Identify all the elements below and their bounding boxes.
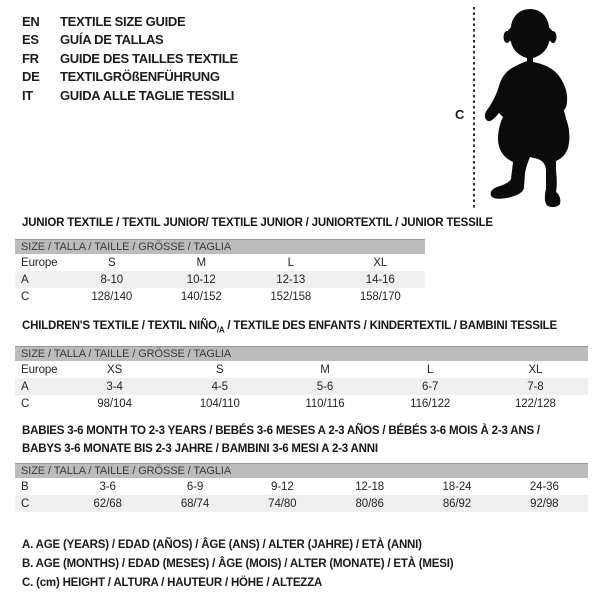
table-row <box>15 478 588 495</box>
babies-size-table <box>15 463 588 512</box>
size-header-bar <box>15 240 425 255</box>
lang-row-it <box>22 86 238 105</box>
row-label: C <box>15 495 64 512</box>
lang-code: DE <box>22 69 40 85</box>
height-measure-label: C <box>455 107 465 122</box>
size-header-bar <box>15 347 588 362</box>
size-cell: 128/140 <box>91 290 133 303</box>
lang-row-de <box>22 68 238 87</box>
table-row <box>15 361 588 378</box>
size-cell: 122/128 <box>514 397 556 410</box>
size-cell: 7-8 <box>483 378 588 395</box>
size-cell: XL <box>373 256 388 269</box>
lang-code: ES <box>22 32 39 48</box>
children-section-title <box>22 320 557 334</box>
size-cell: 140/152 <box>180 290 222 303</box>
size-cell: 18-24 <box>442 480 472 493</box>
size-cell: 92/98 <box>501 495 588 512</box>
height-measure-dotted-line <box>473 7 475 209</box>
size-header-label: SIZE / TALLA / TAILLE / GRÖSSE / TAGLIA <box>15 464 588 479</box>
row-label: Europe <box>21 256 58 269</box>
table-row <box>15 378 588 395</box>
table-row <box>15 495 588 512</box>
lang-code: FR <box>22 50 39 66</box>
babies-title-line2: BABYS 3-6 MONATE BIS 2-3 JAHRE / BAMBINI 3-6 MESI A 2-3 ANNI <box>22 443 378 455</box>
table-row <box>15 288 425 305</box>
size-cell: S <box>107 256 116 269</box>
size-cell: 80/86 <box>326 495 413 512</box>
lang-row-es <box>22 31 238 50</box>
lang-row-fr <box>22 49 238 68</box>
size-cell: 110/116 <box>305 397 345 410</box>
lang-text: TEXTILE SIZE GUIDE <box>60 13 186 29</box>
size-cell: 86/92 <box>413 495 500 512</box>
size-cell: 5-6 <box>272 378 377 395</box>
size-cell: 8-10 <box>67 271 157 288</box>
children-title-sub: /A <box>216 325 225 335</box>
size-cell: 4-5 <box>167 378 272 395</box>
legend-line-c: C. (cm) HEIGHT / ALTURA / HAUTEUR / HÖHE / ALTEZZA <box>22 577 323 589</box>
table-row <box>15 254 425 271</box>
size-cell: XS <box>107 363 123 376</box>
size-cell: 98/104 <box>97 397 132 410</box>
size-cell: L <box>287 256 294 269</box>
size-header-label: SIZE / TALLA / TAILLE / GRÖSSE / TAGLIA <box>15 240 425 255</box>
size-cell: 104/110 <box>199 397 240 410</box>
lang-text: GUIDE DES TAILLES TEXTILE <box>60 50 238 66</box>
legend-line-a: A. AGE (YEARS) / EDAD (AÑOS) / ÂGE (ANS) / ALTER (JAHRE) / ETÀ (ANNI) <box>22 539 422 551</box>
size-cell: 62/68 <box>64 495 151 512</box>
children-title-post: / TEXTILE DES ENFANTS / KINDERTEXTIL / BAMBINI TESSILE <box>224 320 557 332</box>
size-cell: XL <box>528 363 543 376</box>
baby-silhouette-icon <box>482 4 582 214</box>
babies-section-title <box>22 422 540 458</box>
row-label: B <box>21 480 29 493</box>
size-cell: 6-9 <box>186 480 204 493</box>
legend-line-b: B. AGE (MONTHS) / EDAD (MESES) / ÂGE (MOIS) / ALTER (MONATE) / ETÀ (MESI) <box>22 558 454 570</box>
table-row <box>15 395 588 412</box>
size-cell: 9-12 <box>271 480 294 493</box>
row-label: Europe <box>21 363 58 376</box>
size-cell: 116/122 <box>410 397 451 410</box>
size-cell: L <box>427 363 434 376</box>
lang-row-en <box>22 12 238 31</box>
children-title-pre: CHILDREN'S TEXTILE / TEXTIL NIÑO <box>22 320 217 332</box>
size-cell: M <box>320 363 330 376</box>
size-cell: S <box>215 363 224 376</box>
lang-text: TEXTILGRÖßENFÜHRUNG <box>60 69 220 85</box>
language-title-block <box>22 12 238 105</box>
size-cell: 6-7 <box>378 378 483 395</box>
children-size-table <box>15 346 588 412</box>
row-label: C <box>21 290 30 303</box>
size-cell: 68/74 <box>151 495 238 512</box>
junior-section-title: JUNIOR TEXTILE / TEXTIL JUNIOR/ TEXTILE JUNIOR / JUNIORTEXTIL / JUNIOR TESSILE <box>22 217 493 229</box>
lang-code: IT <box>22 87 33 103</box>
size-cell: 12-18 <box>355 480 385 493</box>
size-cell: 24-36 <box>529 480 559 493</box>
junior-size-table <box>15 239 425 305</box>
size-cell: 158/170 <box>359 290 401 303</box>
table-row <box>15 271 425 288</box>
size-cell: 152/158 <box>270 290 312 303</box>
size-cell: 14-16 <box>336 271 426 288</box>
row-label: A <box>15 378 62 395</box>
size-cell: 10-12 <box>157 271 247 288</box>
size-cell: 12-13 <box>246 271 336 288</box>
size-cell: 74/80 <box>239 495 326 512</box>
row-label: C <box>21 397 30 410</box>
row-label: A <box>15 271 67 288</box>
size-cell: 3-6 <box>99 480 116 493</box>
size-header-bar <box>15 464 588 479</box>
size-header-label: SIZE / TALLA / TAILLE / GRÖSSE / TAGLIA <box>15 347 588 362</box>
babies-title-line1: BABIES 3-6 MONTH TO 2-3 YEARS / BEBÉS 3-6 MESES A 2-3 AÑOS / BÉBÉS 3-6 MOIS À 2-3 ANS / <box>22 425 540 437</box>
size-cell: M <box>196 256 206 269</box>
legend-block <box>22 536 453 593</box>
lang-text: GUIDA ALLE TAGLIE TESSILI <box>60 87 235 103</box>
lang-text: GUÍA DE TALLAS <box>60 32 164 48</box>
size-cell: 3-4 <box>62 378 167 395</box>
lang-code: EN <box>22 13 40 29</box>
